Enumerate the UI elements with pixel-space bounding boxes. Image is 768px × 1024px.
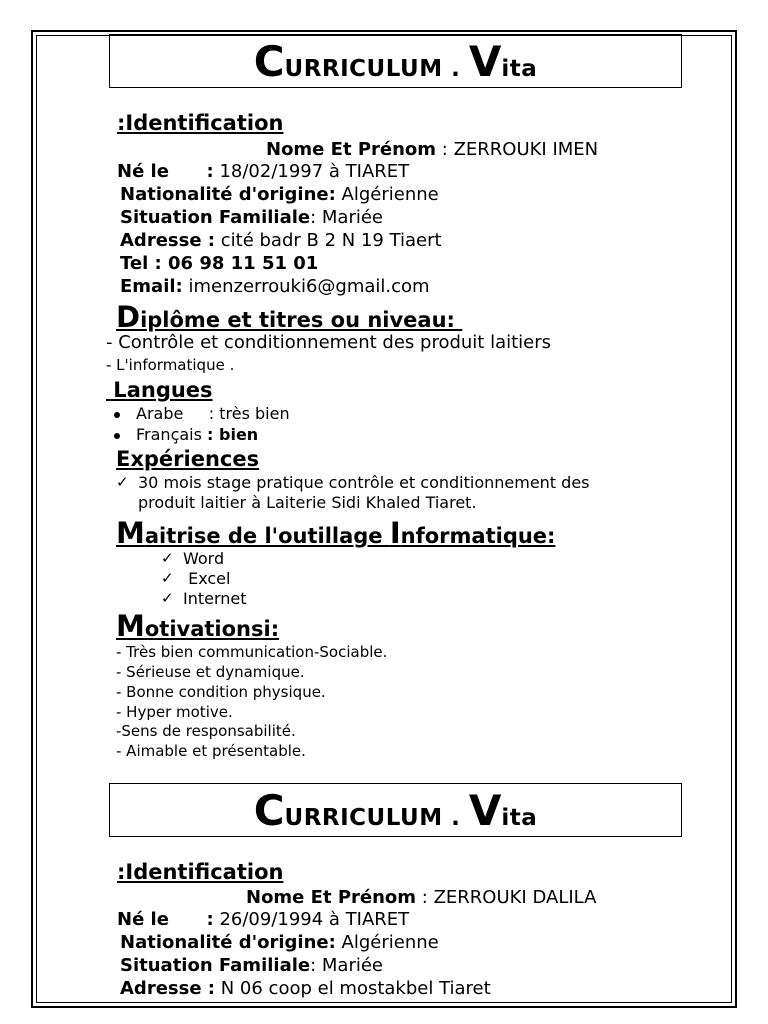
cv1-nationality-line: Nationalité d'origine: Algérienne bbox=[120, 184, 439, 205]
cv1-language-item: Arabe : très bien bbox=[114, 404, 290, 424]
cv2-address-line: Adresse : N 06 coop el mostakbel Tiaret bbox=[120, 978, 491, 999]
cv1-languages-heading: Langues bbox=[106, 378, 213, 402]
cv1-motivation-item: - Sérieuse et dynamique. bbox=[116, 663, 305, 681]
cv1-experience-line: produit laitier à Laiterie Sidi Khaled Tiaret. bbox=[138, 493, 477, 512]
cv1-tel-line: Tel : 06 98 11 51 01 bbox=[120, 253, 319, 274]
cv2-nationality-line: Nationalité d'origine: Algérienne bbox=[120, 932, 439, 953]
cv1-motivation-item: - Aimable et présentable. bbox=[116, 742, 306, 760]
cv1-identification-heading: :Identification bbox=[117, 111, 284, 135]
cv1-motivation-item: - Très bien communication-Sociable. bbox=[116, 643, 388, 661]
cv2-name-line: Nome Et Prénom : ZERROUKI DALILA bbox=[246, 887, 597, 908]
cv1-experiences-heading: Expériences bbox=[116, 447, 260, 471]
cv2-identification-heading: :Identification bbox=[117, 860, 284, 884]
bullet-icon bbox=[114, 433, 120, 439]
cv1-motivation-item: - Bonne condition physique. bbox=[116, 683, 326, 701]
cv1-it-skill-item: Internet bbox=[183, 589, 247, 608]
checkmark-icon: ✓ bbox=[161, 569, 174, 587]
cv1-diploma-item: - L'informatique . bbox=[106, 356, 235, 374]
cv1-it-skills-heading: Maitrise de l'outillage Informatique: bbox=[116, 516, 556, 550]
checkmark-icon: ✓ bbox=[116, 473, 129, 491]
cv1-name-line: Nome Et Prénom : ZERROUKI IMEN bbox=[266, 139, 599, 160]
cv1-title: CURRICULUM . Vita bbox=[109, 34, 682, 88]
cv1-diploma-heading: Diplôme et titres ou niveau: bbox=[116, 300, 463, 334]
cv1-address-line: Adresse : cité badr B 2 N 19 Tiaert bbox=[120, 230, 442, 251]
cv1-email-line: Email: imenzerrouki6@gmail.com bbox=[120, 276, 430, 297]
checkmark-icon: ✓ bbox=[161, 589, 174, 607]
cv1-motivation-item: -Sens de responsabilité. bbox=[116, 722, 296, 740]
cv1-language-item: Français : bien bbox=[114, 425, 258, 445]
cv1-it-skill-item: Excel bbox=[183, 569, 231, 588]
cv1-diploma-item: - Contrôle et conditionnement des produit laitiers bbox=[106, 332, 552, 353]
cv2-family-line: Situation Familiale: Mariée bbox=[120, 955, 384, 976]
cv2-born-line: Né le : 26/09/1994 à TIARET bbox=[117, 909, 410, 930]
bullet-icon bbox=[114, 412, 120, 418]
cv1-motivation-item: - Hyper motive. bbox=[116, 703, 233, 721]
cv1-it-skill-item: Word bbox=[183, 549, 225, 568]
cv1-motivations-heading: Motivationsi: bbox=[116, 609, 280, 643]
cv1-born-line: Né le : 18/02/1997 à TIARET bbox=[117, 161, 410, 182]
cv1-family-line: Situation Familiale: Mariée bbox=[120, 207, 384, 228]
checkmark-icon: ✓ bbox=[161, 549, 174, 567]
cv1-experience-line: 30 mois stage pratique contrôle et conditionnement des bbox=[138, 473, 590, 492]
cv2-title: CURRICULUM . Vita bbox=[109, 783, 682, 837]
